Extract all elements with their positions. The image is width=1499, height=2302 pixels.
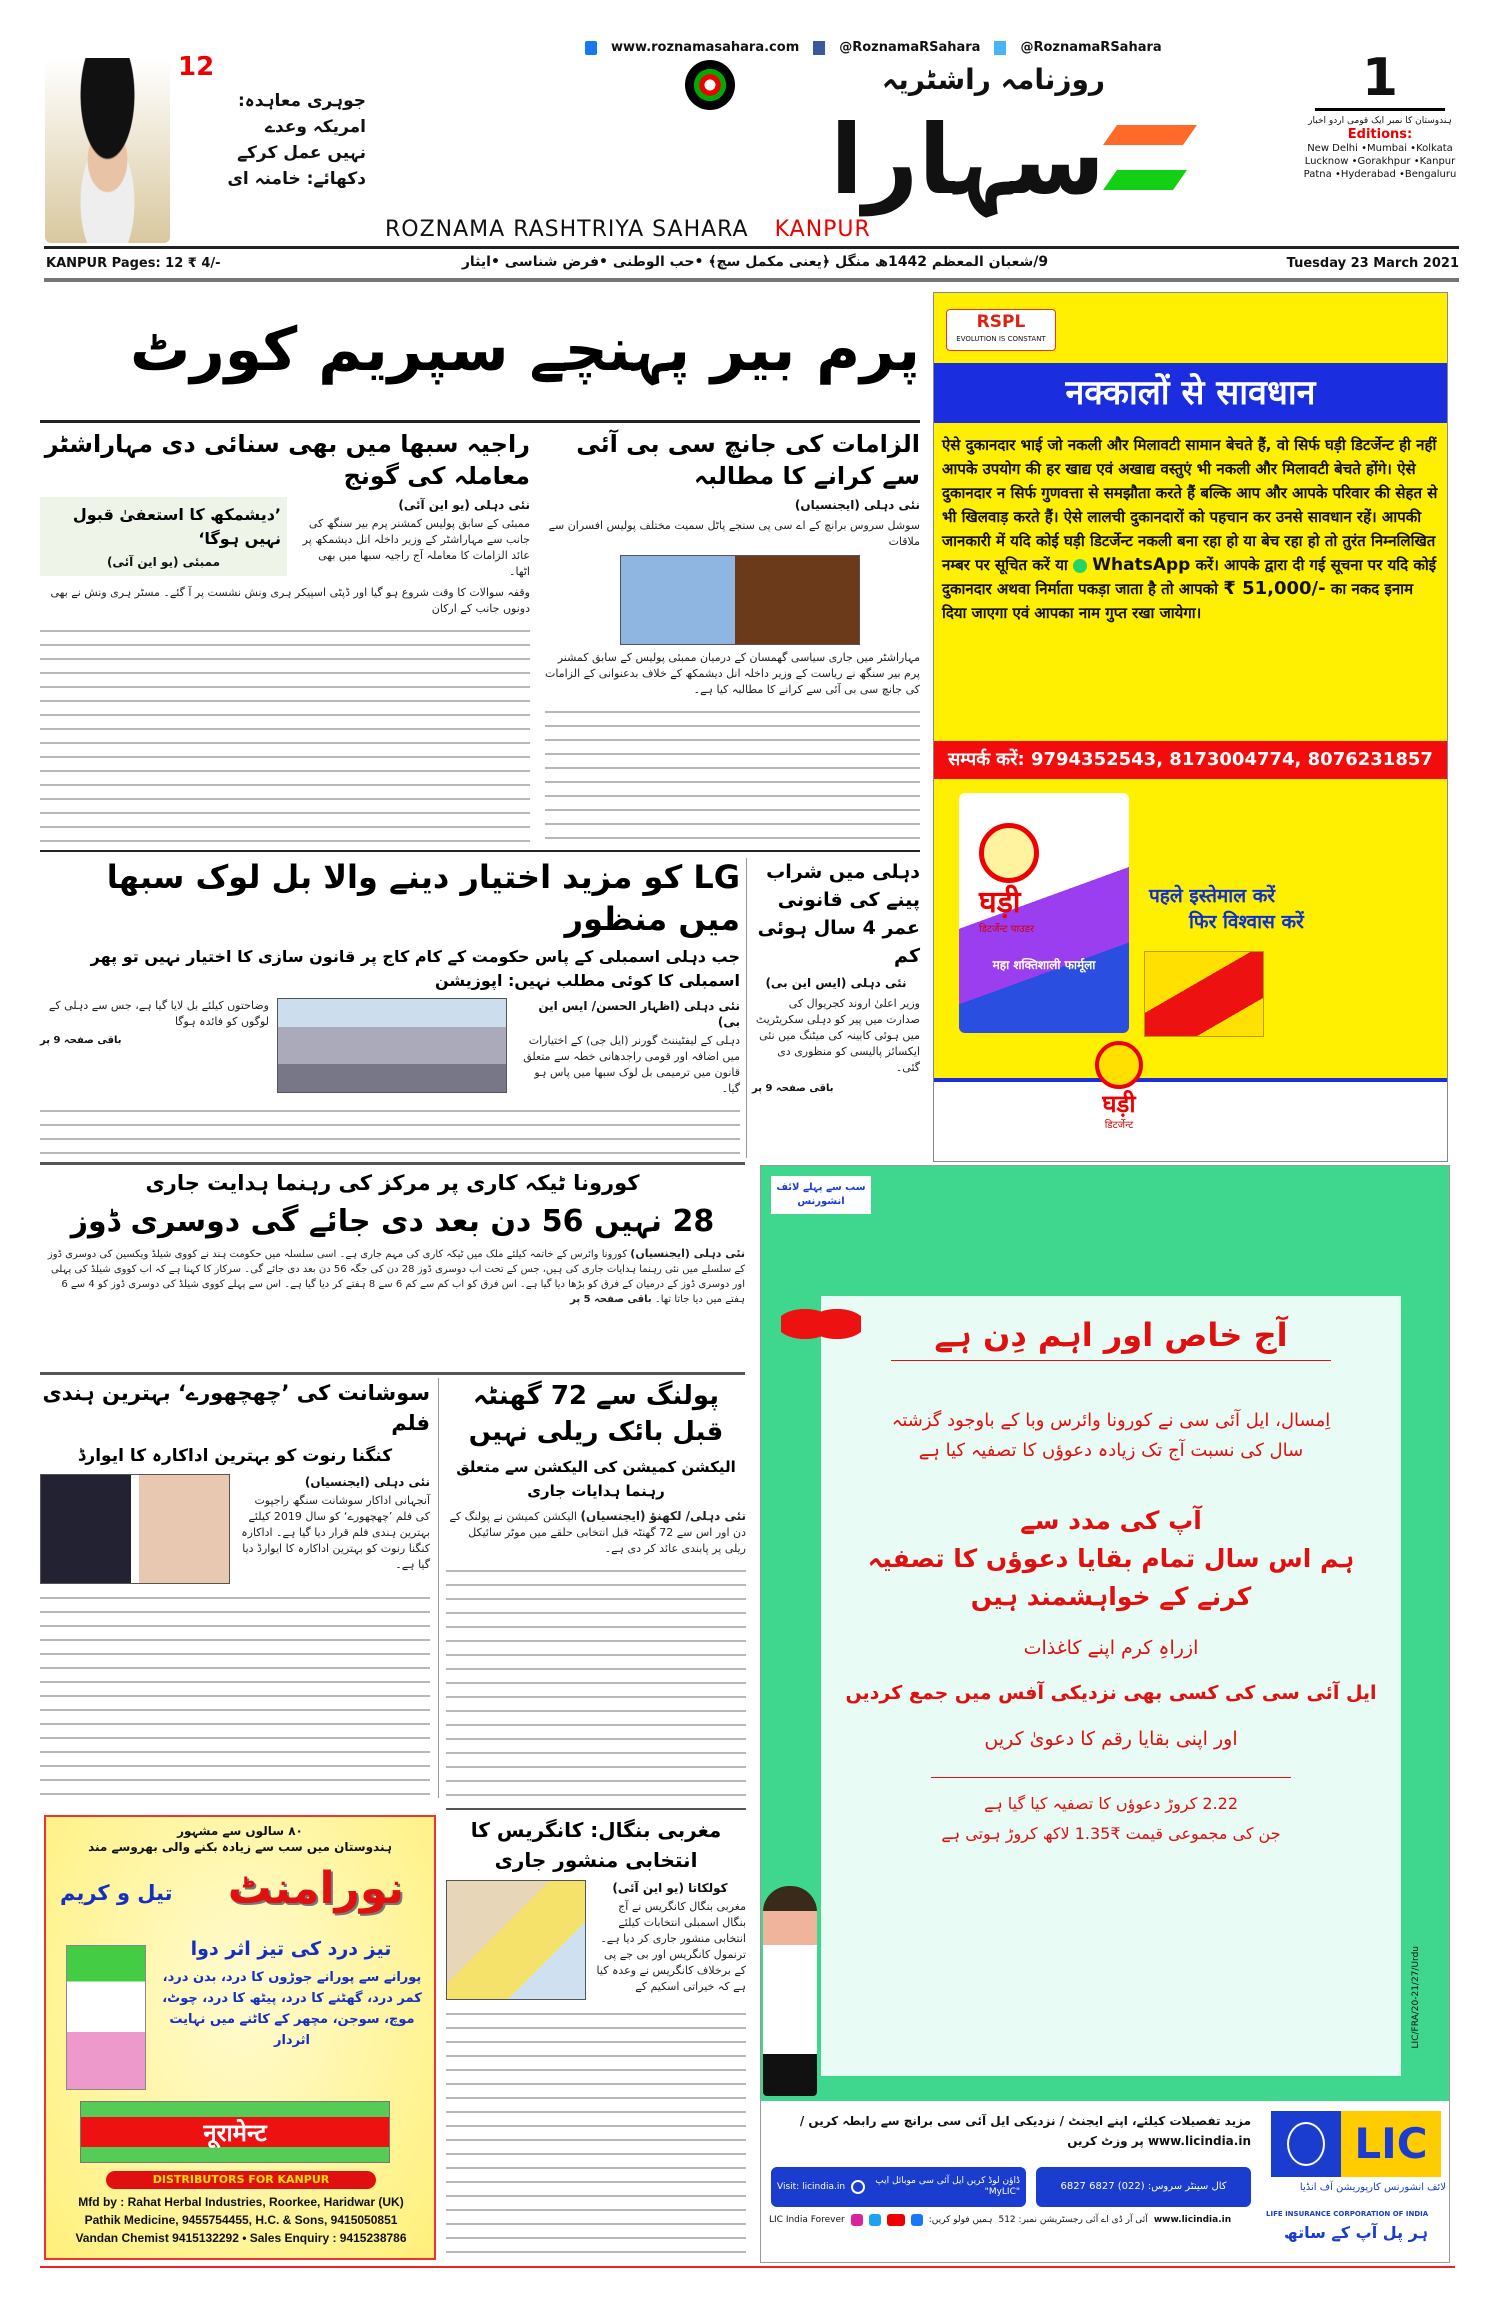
editions-label: Editions: — [1347, 127, 1413, 142]
paper-name: ROZNAMA RASHTRIYA SAHARA — [385, 217, 749, 242]
story-body — [446, 1508, 746, 1557]
story-headline[interactable]: راجیہ سبھا میں بھی سنائی دی مہاراشٹر معاملہ کی گونج — [44, 430, 530, 490]
distributor-line: Pathik Medicine, 9455754455, H.C. & Sons, 9415050851 — [84, 2213, 398, 2227]
flag-stripe-green — [1103, 170, 1187, 190]
editions-list: New Delhi •Mumbai •Kolkata Lucknow •Gorakhpur •Kanpur Patna •Hyderabad •Bengaluru — [1303, 143, 1457, 180]
story-bengal — [446, 1815, 746, 2260]
edition: New Delhi — [1307, 143, 1358, 154]
ad-title-banner: नक्कालों से सावधान — [934, 363, 1447, 423]
distributors-banner: DISTRIBUTORS FOR KANPUR — [106, 2171, 376, 2189]
story-body: ممبئی کے سابق پولیس کمشنر پرم بیر سنگھ کی جانب سے مہاراشٹر کے وزیر داخلہ انل دیشمکھ پر عائد الزامات کا معاملہ آج راجیہ سبھا میں بھی اٹھا۔ — [302, 517, 530, 578]
sahara-sun-icon — [685, 60, 735, 110]
badge-base — [1315, 108, 1445, 111]
lic-card — [821, 1296, 1401, 2076]
follow-label: ہمیں فولو کریں: — [928, 2215, 993, 2225]
story-byline: نئی دہلی (اظہار الحسن/ ایس این بی) — [538, 999, 740, 1029]
story-byline: نئی دہلی (ایجنسیاں) — [794, 498, 920, 512]
irdai-number: آئی آر ڈی اے آئی رجسٹریشن نمبر: 512 — [998, 2215, 1148, 2225]
lic-line-1: ازراہِ کرم اپنے کاغذات — [1023, 1637, 1199, 1660]
ad-nourament[interactable] — [44, 1815, 436, 2260]
lic-slogan: ہر پل آپ کے ساتھ — [1284, 2223, 1428, 2242]
lic-corp-en: LIFE INSURANCE CORPORATION OF INDIA — [1266, 2210, 1429, 2218]
section-rule — [40, 850, 920, 852]
edition: Gorakhpur — [1357, 156, 1411, 167]
whatsapp-label: WhatsApp — [1092, 555, 1191, 575]
story-cbi — [545, 428, 920, 845]
mascot-figure — [763, 1886, 817, 2096]
rspl-logo-sub: EVOLUTION IS CONSTANT — [956, 335, 1046, 343]
story-byline: نئی دہلی (ایجنسیاں) — [304, 1475, 430, 1489]
facebook-handle[interactable]: @RoznamaRSahara — [839, 40, 981, 55]
pack-brand: घड़ी — [979, 885, 1021, 920]
story-body-columns — [40, 1102, 740, 1158]
gift-ribbon-icon — [781, 1294, 861, 1354]
visit-link[interactable]: Visit: licindia.in — [777, 2181, 846, 2192]
ad-line-2: ہندوستان میں سب سے زیادہ بکنے والی بھروسے مند — [88, 1840, 392, 1854]
khamenei-photo — [45, 58, 170, 243]
header-rule — [44, 246, 1459, 249]
story-subhead[interactable]: جب دہلی اسمبلی کے پاس حکومت کے کام کاج پر قانون سازی کا اختیار نہیں تو پھر اسمبلی کا کوئی مطلب نہیں: اپوزیشن — [90, 947, 740, 990]
reward-amount: ₹ 51,000/- — [1223, 578, 1326, 599]
column-divider — [746, 858, 747, 1158]
story-body: کورونا وائرس کے خاتمہ کیلئے ملک میں ٹیکہ کاری کی مہم جاری ہے۔ اسی سلسلہ میں حکومت ہند نے کووی شیلڈ ویکسین کی دوسری ڈوز کے سلسلے میں نئی رہنما ہدایات جاری کی ہیں، جس کے تحت اب دوسری ڈوز 28 دن کی جگہ 56 دن بعد دی جائے گی۔ سرکار کا کہنا ہے کہ اب کووی شیلڈ کی پہلی اور دوسری ڈوز کے درمیان کے فرق کو بڑھا دیا گیا ہے۔ اس فرق کو اب کم سے کم 6 سے 8 ہفتے کر دیا گیا ہے۔ اس سے پہلے کووی شیلڈ کی دوسری ڈوز کو 4 سے 6 ہفتے میں دیا جاتا تھا۔ — [47, 1249, 745, 1305]
masthead-english — [385, 217, 871, 243]
story-lead: سوشل سروس برانچ کے اے سی پی سنجے پاٹل سمیت مختلف پولیس افسران سے ملاقات — [548, 519, 920, 548]
footer-rule — [40, 2266, 1455, 2268]
story-rajya-sabha — [40, 428, 530, 845]
oil-box — [66, 1945, 146, 2090]
lic-line-2: ایل آئی سی کی کسی بھی نزدیکی آفس میں جمع کردیں — [845, 1682, 1377, 1705]
whatsapp-icon — [1073, 559, 1087, 573]
lic-main-3: کرنے کے خواہشمند ہیں — [970, 1582, 1252, 1612]
story-liquor — [752, 858, 920, 1158]
story-body-block — [40, 1246, 745, 1308]
story-byline: نئی دہلی (ایجنسیاں) — [630, 1247, 745, 1260]
ad-uses: پورانے سے پورانے جوڑوں کا درد، بدن درد، کمر درد، گھٹنے کا درد، پیٹھ کا درد، چوٹ، موچ، سوجن، مچھر کے کاٹنے میں نہایت اثردار — [162, 1970, 422, 2048]
main-headline[interactable]: پرم بیر پہنچے سپریم کورٹ — [129, 315, 920, 385]
continued-link[interactable]: باقی صفحہ 9 پر — [40, 1035, 122, 1046]
slogan-line-2: फिर विश्वास करें — [1189, 911, 1304, 933]
ad-contacts — [50, 2193, 432, 2247]
website-link[interactable]: www.roznamasahara.com — [611, 40, 800, 55]
story-headline[interactable]: دہلی میں شراب پینے کی قانونی عمر 4 سال ہوئی کم — [757, 861, 920, 967]
story-corona — [40, 1168, 745, 1368]
twitter-icon — [994, 41, 1006, 55]
lic-side-code: LIC/FRA/20-21/27/Urdu — [1411, 1946, 1421, 2049]
ad-lic[interactable] — [760, 1165, 1450, 2263]
lic-visit-button[interactable] — [771, 2167, 1026, 2207]
lic-stat-2: جن کی مجموعی قیمت ₹1.35 لاکھ کروڑ ہوتی ہے — [941, 1824, 1281, 1844]
section-rule — [40, 1162, 745, 1165]
edition-city: KANPUR — [774, 217, 871, 242]
warning-text: करें। आपके द्वारा दी गई सूचना पर यदि कोई दुकानदार अथवा निर्माता पकड़ा जाता है तो आपको — [942, 556, 1437, 598]
lic-social-row — [769, 2213, 1264, 2227]
masthead-urdu-logo: سہارا — [830, 104, 1105, 216]
ad-ghadi-detergent[interactable] — [933, 292, 1448, 1162]
lic-main-2: ہم اس سال تمام بقایا دعوؤں کا تصفیہ — [867, 1544, 1355, 1574]
story-byline: نئی دہلی/ لکھنؤ (ایجنسیاں) — [580, 1509, 746, 1523]
clock-icon — [1095, 1041, 1143, 1089]
dateline-right: Tuesday 23 March 2021 — [1286, 256, 1459, 271]
rspl-logo-text: RSPL — [976, 312, 1026, 332]
twitter-icon[interactable] — [869, 2214, 881, 2226]
headline-rule — [40, 420, 920, 423]
lic-title: آج خاص اور اہم دِن ہے — [891, 1316, 1331, 1361]
lic-call-button[interactable]: کال سینٹر سروس: (022) 6827 6827 — [1036, 2167, 1251, 2207]
slogan — [1149, 883, 1304, 935]
edition: Lucknow — [1304, 156, 1349, 167]
story-headline[interactable]: پولنگ سے 72 گھنٹہ قبل بائک ریلی نہیں — [468, 1381, 724, 1447]
teaser-line: نہیں عمل کرکے — [237, 143, 366, 163]
story-byline: کولکاتا (یو این آئی) — [612, 1881, 728, 1895]
pack-label: डिटर्जेन्ट पाउडर — [979, 924, 1034, 935]
ad-brand-sub: تیل و کریم — [60, 1881, 173, 1905]
pack-formula: महा शक्तिशाली फार्मूला — [992, 958, 1096, 972]
warning-text: का नकद इनाम दिया जाएगा एवं आपका नाम गुप्त रखा जायेगा। — [942, 580, 1414, 622]
teaser-line: امریکہ وعدے — [264, 117, 366, 137]
cream-tube: नूरामेन्ट — [80, 2101, 390, 2163]
lic-top-badge: سب سے پہلے لائف انشورنس — [771, 1176, 871, 1214]
lic-logo-text: LIC — [1341, 2111, 1441, 2177]
number-one-badge: 1 — [1361, 48, 1399, 108]
logo-sub: डिटर्जेन्ट — [1104, 1120, 1134, 1131]
forever-tag: LIC India Forever — [769, 2215, 845, 2225]
story-body-columns — [40, 622, 530, 845]
story-subhead[interactable]: کنگنا رنوت کو بہترین اداکارہ کا ایوارڈ — [77, 1446, 393, 1466]
section-rule — [446, 1808, 746, 1810]
edition: Patna — [1303, 169, 1332, 180]
clock-icon — [979, 823, 1039, 883]
lic-footer — [761, 2101, 1449, 2262]
parliament-photo — [277, 998, 507, 1093]
contact-banner[interactable]: सम्पर्क करें: 9794352543, 8173004774, 8076231857 — [934, 741, 1447, 779]
story-kicker[interactable]: کورونا ٹیکہ کاری پر مرکز کی رہنما ہدایت جاری — [145, 1171, 640, 1195]
ad-brand: نورامنٹ — [227, 1863, 404, 1914]
story-body-columns — [40, 1589, 430, 1798]
lic-logo — [1271, 2111, 1441, 2177]
lic-corp-urdu: لائف انشورنس کارپوریشن آف انڈیا — [1299, 2182, 1446, 2193]
header — [0, 0, 1499, 250]
lic-main-1: آپ کی مدد سے — [1020, 1506, 1202, 1536]
lic-details: مزید تفصیلات کیلئے، اپنے ایجنٹ / نزدیکی ایل آئی سی برانچ سے رابطہ کریں / www.licindia.in پر وزٹ کریں — [799, 2114, 1251, 2148]
edition: Kanpur — [1419, 156, 1456, 167]
story-body-columns — [446, 1562, 746, 1802]
lic-line-3: اور اپنی بقایا رقم کا دعویٰ کریں — [931, 1725, 1291, 1778]
teaser-text[interactable] — [176, 88, 366, 192]
story-body-columns — [446, 2005, 746, 2260]
edition: Bengaluru — [1404, 169, 1457, 180]
globe-icon — [851, 2180, 865, 2194]
edition-box — [1295, 50, 1465, 181]
slogan-line-1: पहले इस्तेमाल करें — [1149, 885, 1276, 907]
teaser-line: دکھائے: خامنہ ای — [227, 169, 366, 189]
quote-byline: ممبئی (یو این آئی) — [106, 555, 221, 569]
logo-brand: घड़ी — [1102, 1090, 1136, 1118]
story-headline[interactable]: سوشانت کی ’چھچھورے‘ بہترین ہندی فلم — [42, 1381, 430, 1435]
story-body-columns — [545, 703, 920, 845]
social-links — [585, 40, 1162, 55]
param-bir-photo — [620, 555, 860, 645]
dateline-center: 9/شعبان المعظم 1442ھ منگل ﴿یعنی مکمل سچ﴾ •حب الوطنی •فرض شناسی •ایثار — [461, 254, 1049, 270]
web-icon — [585, 41, 597, 55]
story-body-2: وقفہ سوالات کا وقت شروع ہو گیا اور ڈپٹی اسپیکر ہری ونش نشست پر آ گئے۔ مسٹر ہری ونش نے بھی دونوں جانب کے ارکان — [50, 586, 530, 615]
dateline-left: KANPUR Pages: 12 ₹ 4/- — [46, 256, 221, 271]
facebook-icon — [813, 41, 825, 55]
facebook-icon[interactable] — [911, 2214, 923, 2226]
story-body: مغربی بنگال کانگریس نے آج بنگال اسمبلی انتخابات کیلئے انتخابی منشور جاری کر دیا ہے۔ ترنمول کانگریس اور بی جے پی کے برخلاف کانگریس نے وعدہ کیا ہے کہ خیراتی اسکیم کے — [596, 1900, 746, 1993]
ad-line-1: ۸۰ سالوں سے مشہور — [177, 1824, 303, 1838]
dateline-rule — [44, 278, 1459, 282]
story-lg — [40, 856, 740, 1158]
story-polling — [446, 1378, 746, 1802]
sushant-kangana-photo — [40, 1474, 230, 1584]
warning-text: ऐसे दुकानदार भाई जो नकली और मिलावटी सामान बेचते हैं, वो सिर्फ घड़ी डिटर्जेन्ट ही नहीं आपके उपयोग की हर खाद्य एवं अखाद्य वस्तुएं भी नकली और मिलावटी बेचते होंगे। ऐसे दुकानदार न सिर्फ गुणवत्ता से समझौता करते हैं बल्कि आप और आपके परिवार की सेहत से भी खिलवाड़ करते हैं। ऐसे लालची दुकानदारों को पहचान कर उनसे सावधान रहें। आपकी जानकारी में यदि कोई घड़ी डिटर्जेन्ट नकली बना रहा हो या बेच रहा हो तो तुरंत निम्नलिखित नम्बर पर सूचित करें या — [942, 436, 1438, 574]
ghadi-logo — [1074, 1041, 1164, 1133]
rspl-logo — [946, 309, 1056, 351]
teaser-page-number[interactable]: 12 — [178, 52, 215, 82]
quote-headline[interactable]: ’دیشمکھ کا استعفیٰ قبول نہیں ہوگا‘ — [72, 505, 281, 548]
ad-footer — [934, 1078, 1447, 1161]
lic-site[interactable]: www.licindia.in — [1153, 2215, 1232, 2225]
claim-text: ہندوستان کا نمبر ایک قومی اردو اخبار — [1308, 116, 1452, 126]
twitter-handle[interactable]: @RoznamaRSahara — [1020, 40, 1162, 55]
lic-hands-icon — [1271, 2111, 1341, 2177]
story-headline[interactable]: مغربی بنگال: کانگریس کا انتخابی منشور جاری — [470, 1818, 722, 1872]
detergent-bar — [1144, 951, 1264, 1037]
distributor-line: Vandan Chemist 9415132292 • Sales Enquiry : 9415238786 — [75, 2231, 407, 2245]
edition: Mumbai — [1367, 143, 1407, 154]
instagram-icon[interactable] — [851, 2214, 863, 2226]
detergent-pack — [959, 793, 1129, 1033]
continued-link[interactable]: باقی صفحہ 9 پر — [752, 1083, 834, 1094]
story-headline[interactable]: الزامات کی جانچ سی بی آئی سے کرانے کا مطالبہ — [576, 430, 920, 490]
app-download[interactable]: ڈاؤن لوڈ کریں ایل آئی سی موبائل ایپ "MyLIC" — [875, 2176, 1020, 2197]
edition: Kolkata — [1416, 143, 1453, 154]
story-byline: نئی دہلی (ایس این بی) — [765, 976, 907, 990]
story-byline: نئی دہلی (یو این آئی) — [398, 498, 530, 512]
story-body-text: الیکشن کمیشن نے پولنگ کے دن اور اس سے 72 گھنٹہ قبل انتخابی حلقے میں موٹر سائیکل ریلی پر پابندی عائد کر دی ہے۔ — [449, 1510, 746, 1555]
lic-stat-1: 2.22 کروڑ دعوؤں کا تصفیہ کیا گیا ہے — [983, 1794, 1239, 1814]
story-body: وزیر اعلیٰ اروند کجریوال کی صدارت میں پیر کو دہلی سکریٹریٹ میں ہوئی کابینہ کی میٹنگ میں نئی ایکسائز پالیسی کو منظوری دی گئی۔ — [755, 997, 920, 1074]
story-subhead[interactable]: الیکشن کمیشن کی الیکشن سے متعلق رہنما ہدایات جاری — [456, 1458, 736, 1500]
story-headline[interactable]: LG کو مزید اختیار دینے والا بل لوک سبھا میں منظور — [106, 858, 740, 938]
story-sushant — [40, 1378, 430, 1798]
story-body: مہاراشٹر میں جاری سیاسی گھمسان کے درمیان ممبئی پولیس کے سابق کمشنر پرم بیر سنگھ نے ریاست کے وزیر داخلہ انل دیشمکھ کے خلاف بدعنوانی کے الزامات کی جانچ سی بی آئی سے کرانے کا مطالبہ کیا ہے۔ — [545, 651, 920, 696]
masthead-tagline: روزنامہ راشٹریہ — [881, 63, 1105, 96]
congress-manifesto-photo — [446, 1880, 586, 2000]
story-body-2: وضاحتوں کیلئے بل لایا گیا ہے، جس سے دہلی کے لوگوں کو فائدہ ہوگا — [48, 999, 269, 1028]
story-headline[interactable]: 28 نہیں 56 دن بعد دی جائے گی دوسری ڈوز — [70, 1204, 715, 1239]
story-body: دہلی کے لیفٹیننٹ گورنر (ایل جی) کے اختیارات میں اضافہ اور قومی راجدھانی خطہ سے متعلق قانون میں ترمیمی بل لوک سبھا میں پاس ہو گیا۔ — [523, 1034, 740, 1095]
youtube-icon[interactable] — [887, 2214, 905, 2226]
continued-link[interactable]: باقی صفحہ 5 پر — [570, 1294, 652, 1305]
edition: Hyderabad — [1340, 169, 1396, 180]
lic-intro: اِمسال، ایل آئی سی نے کورونا وائرس وبا کے باوجود گزشتہ سال کی نسبت آج تک زیادہ دعوؤں کا تصفیہ کیا ہے — [891, 1410, 1331, 1462]
manufacturer: Mfd by : Rahat Herbal Industries, Roorkee, Haridwar (UK) — [78, 2195, 404, 2209]
teaser-line: جوہری معاہدہ: — [238, 91, 366, 111]
column-divider — [438, 1378, 439, 1798]
section-rule — [40, 1372, 745, 1375]
quote-box — [40, 497, 287, 576]
story-body: آنجہانی اداکار سوشانت سنگھ راجپوت کی فلم ’چھچھورے‘ کو سال 2019 کیلئے بہترین ہندی فلم قرار دیا گیا ہے۔ اداکارہ کنگنا رنوت کو بہترین اداکارہ کا ایوارڈ دیا گیا ہے۔ — [241, 1494, 430, 1571]
masthead-logo — [385, 60, 1105, 215]
ad-tagline: تیز درد کی تیز اثر دوا — [190, 1938, 392, 1960]
flag-stripe-saffron — [1103, 125, 1197, 145]
ad-warning-text — [942, 433, 1442, 625]
